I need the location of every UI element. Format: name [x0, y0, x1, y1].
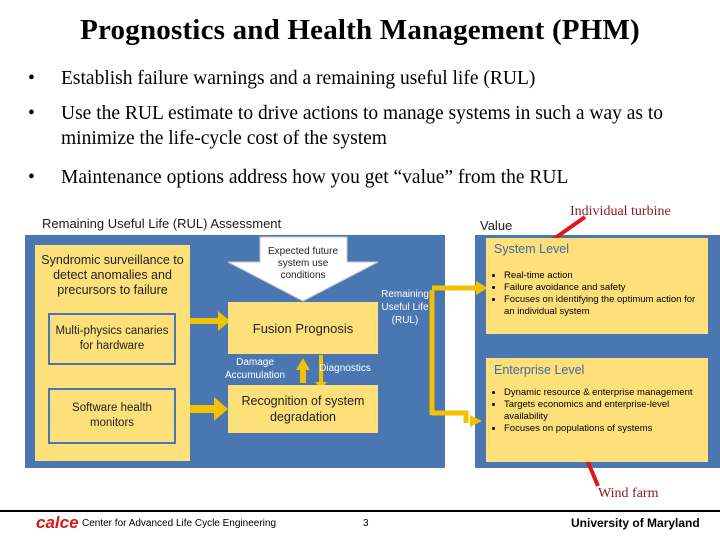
bullet-marker: •	[28, 167, 35, 188]
bullet-text: Establish failure warnings and a remaining useful life (RUL)	[61, 68, 536, 89]
damage-accumulation-label: Damage Accumulation	[224, 357, 286, 381]
fusion-prognosis-box	[228, 302, 378, 354]
enterprise-level-item: • Dynamic resource & enterprise management	[504, 387, 708, 399]
slide-title: Prognostics and Health Management (PHM)	[80, 14, 640, 46]
page-number: 3	[363, 518, 369, 529]
software-to-recognition-arrow	[190, 397, 228, 421]
recognition-label: Recognition of system degradation	[241, 394, 365, 424]
syndromic-label: Syndromic surveillance to detect anomalies and precursors to failure	[41, 252, 184, 297]
system-level-item: • Focuses on identifying the optimum action for an individual system	[504, 294, 708, 318]
recognition-box	[228, 385, 378, 433]
system-level-item: • Real-time action	[504, 270, 708, 282]
footer-divider	[0, 510, 720, 512]
value-header: Value	[480, 218, 513, 233]
enterprise-level-item: • Focuses on populations of systems	[504, 423, 708, 435]
assessment-header: Remaining Useful Life (RUL) Assessment	[42, 216, 282, 231]
calce-logo: calce	[36, 513, 79, 532]
system-level-item: • Failure avoidance and safety	[504, 282, 708, 294]
diagnostics-label: Diagnostics	[319, 363, 371, 374]
enterprise-level-item: • Targets economics and enterprise-level availability	[504, 399, 708, 423]
individual-turbine-annotation: Individual turbine	[570, 204, 671, 219]
expected-use-label: Expected future system use conditions	[267, 246, 339, 281]
wind-farm-annotation: Wind farm	[598, 486, 659, 501]
bullet-marker: •	[28, 68, 35, 89]
enterprise-level-list	[486, 387, 708, 435]
footer-center-text: Center for Advanced Life Cycle Engineering	[82, 518, 277, 529]
rul-to-enterprise-arrowhead	[470, 415, 482, 427]
enterprise-level-box	[486, 358, 708, 462]
canaries-to-fusion-arrow	[190, 311, 230, 331]
fusion-label: Fusion Prognosis	[252, 320, 354, 336]
university-name: University of Maryland	[571, 516, 700, 530]
rul-label: Remaining Useful Life (RUL)	[381, 289, 429, 326]
software-label: Software health monitors	[72, 402, 152, 429]
system-level-box	[486, 238, 708, 334]
bullet-text: Maintenance options address how you get “value” from the RUL	[61, 167, 569, 188]
bullet-text: Use the RUL estimate to drive actions to manage systems in such a way as to minimize the life-cycle cost of the system	[61, 103, 664, 149]
bullet-marker: •	[28, 103, 35, 124]
recognition-to-fusion-arrow	[296, 358, 310, 383]
system-level-title: System Level	[494, 242, 570, 256]
system-level-list	[486, 270, 708, 318]
canaries-label: Multi-physics canaries for hardware	[55, 325, 169, 352]
enterprise-level-title: Enterprise Level	[494, 363, 585, 377]
rul-to-enterprise-line	[432, 413, 466, 423]
